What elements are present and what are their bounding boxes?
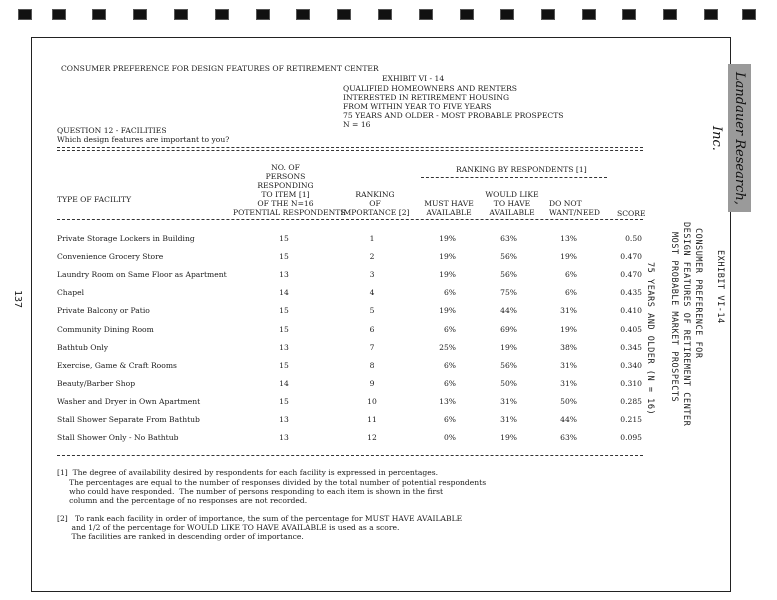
cell-score: 0.310 bbox=[620, 378, 642, 388]
cell-score: 0.50 bbox=[625, 234, 642, 243]
col-header-would: AVAILABLE bbox=[489, 208, 535, 217]
cell-score: 0.095 bbox=[620, 433, 642, 443]
cell-persons: 15 bbox=[279, 396, 289, 406]
cell-rank: 6 bbox=[369, 324, 375, 334]
cell-would-like: 50% bbox=[500, 378, 517, 388]
col-header-persons: OF THE N=16 bbox=[257, 199, 314, 208]
col-header-ranking: RANKING bbox=[355, 190, 395, 199]
cell-rank: 12 bbox=[367, 433, 377, 443]
cell-persons: 15 bbox=[279, 252, 289, 262]
footnote-line: [2] To rank each facility in order of importance, the sum of the percentage for MUST HAVE AVAILABLE bbox=[57, 514, 463, 523]
footnote-line: column and the percentage of no responses are not recorded. bbox=[57, 496, 308, 505]
cell-would-like: 75% bbox=[500, 288, 517, 298]
col-header-persons: NO. OF bbox=[271, 163, 300, 172]
col-header-would: WOULD LIKE bbox=[485, 190, 539, 199]
cell-score: 0.340 bbox=[620, 360, 642, 370]
cell-facility: Laundry Room on Same Floor as Apartment bbox=[57, 270, 227, 280]
col-header-persons: POTENTIAL RESPONDENTS bbox=[233, 208, 346, 217]
cell-facility: Chapel bbox=[57, 288, 85, 298]
cell-must-have: 0% bbox=[443, 433, 456, 443]
cell-do-not-want: 31% bbox=[560, 360, 577, 370]
binder-hole bbox=[92, 9, 106, 20]
binder-hole bbox=[419, 9, 433, 20]
cell-would-like: 31% bbox=[500, 396, 517, 406]
group-underline bbox=[421, 177, 607, 178]
side-caption-line: 75 YEARS AND OLDER (N = 16) bbox=[645, 262, 655, 416]
footnote-line: who could have responded. The number of persons responding to each item is shown in the first bbox=[57, 487, 444, 496]
cell-facility: Stall Shower Only - No Bathtub bbox=[57, 433, 179, 443]
side-caption-line: EXHIBIT VI-14 bbox=[715, 250, 725, 324]
cell-do-not-want: 19% bbox=[560, 324, 577, 334]
cell-would-like: 69% bbox=[500, 324, 517, 334]
company-stamp: Landauer Research, Inc. bbox=[728, 64, 751, 212]
binder-hole bbox=[378, 9, 392, 20]
cell-facility: Convenience Grocery Store bbox=[57, 252, 164, 262]
cell-must-have: 6% bbox=[443, 324, 456, 334]
side-caption-line: MOST PROBABLE MARKET PROSPECTS bbox=[669, 232, 679, 403]
cell-persons: 15 bbox=[279, 360, 289, 370]
col-header-donot: WANT/NEED bbox=[549, 208, 600, 217]
cell-facility: Private Balcony or Patio bbox=[57, 306, 150, 316]
cell-must-have: 19% bbox=[439, 234, 456, 243]
cell-do-not-want: 50% bbox=[560, 396, 577, 406]
cell-must-have: 25% bbox=[439, 342, 456, 352]
binder-hole bbox=[663, 9, 677, 20]
cell-would-like: 19% bbox=[500, 342, 517, 352]
cell-score: 0.435 bbox=[620, 288, 642, 298]
cell-would-like: 56% bbox=[500, 360, 517, 370]
exhibit-line: FROM WITHIN YEAR TO FIVE YEARS bbox=[343, 102, 492, 111]
col-header-ranking: IMPORTANCE [2] bbox=[340, 208, 410, 217]
cell-persons: 15 bbox=[279, 234, 289, 243]
cell-score: 0.345 bbox=[620, 342, 642, 352]
cell-do-not-want: 38% bbox=[560, 342, 577, 352]
cell-do-not-want: 13% bbox=[560, 234, 577, 243]
cell-persons: 13 bbox=[279, 270, 289, 280]
cell-must-have: 19% bbox=[439, 306, 456, 316]
col-header-persons: RESPONDING bbox=[257, 181, 314, 190]
cell-do-not-want: 19% bbox=[560, 252, 577, 262]
cell-persons: 13 bbox=[279, 342, 289, 352]
question-text: Which design features are important to you? bbox=[57, 135, 230, 144]
cell-do-not-want: 31% bbox=[560, 306, 577, 316]
cell-rank: 5 bbox=[369, 306, 375, 316]
question-number: QUESTION 12 - FACILITIES bbox=[57, 126, 167, 135]
col-header-must: MUST HAVE bbox=[424, 199, 474, 208]
cell-would-like: 44% bbox=[500, 306, 517, 316]
cell-must-have: 6% bbox=[443, 415, 456, 424]
cell-facility: Washer and Dryer in Own Apartment bbox=[57, 396, 201, 406]
cell-rank: 10 bbox=[367, 396, 377, 406]
cell-must-have: 13% bbox=[439, 396, 456, 406]
cell-facility: Bathtub Only bbox=[57, 342, 109, 352]
binder-hole bbox=[133, 9, 147, 20]
binder-hole bbox=[704, 9, 718, 20]
binder-holes bbox=[0, 0, 777, 30]
cell-score: 0.410 bbox=[620, 306, 642, 316]
cell-rank: 3 bbox=[369, 270, 375, 280]
cell-would-like: 31% bbox=[500, 415, 517, 424]
cell-do-not-want: 6% bbox=[564, 270, 577, 280]
cell-must-have: 6% bbox=[443, 360, 456, 370]
cell-must-have: 19% bbox=[439, 270, 456, 280]
col-header-persons: TO ITEM [1] bbox=[261, 190, 310, 199]
side-caption-line: CONSUMER PREFERENCE FOR bbox=[693, 228, 703, 359]
cell-persons: 15 bbox=[279, 324, 289, 334]
cell-do-not-want: 44% bbox=[560, 415, 577, 424]
cell-rank: 2 bbox=[369, 252, 375, 262]
cell-score: 0.470 bbox=[620, 252, 642, 262]
col-header-type: TYPE OF FACILITY bbox=[57, 195, 132, 204]
col-header-donot: DO NOT bbox=[549, 199, 582, 208]
col-header-must: AVAILABLE bbox=[426, 208, 472, 217]
binder-hole bbox=[742, 9, 756, 20]
cell-persons: 14 bbox=[279, 288, 289, 298]
col-header-persons: PERSONS bbox=[265, 172, 306, 181]
report-header: CONSUMER PREFERENCE FOR DESIGN FEATURES OF RETIREMENT CENTER bbox=[61, 64, 379, 73]
exhibit-line: N = 16 bbox=[343, 120, 371, 129]
cell-would-like: 19% bbox=[500, 433, 517, 443]
footnote-line: [1] The degree of availability desired by respondents for each facility is expressed in percentages. bbox=[57, 468, 439, 477]
cell-persons: 13 bbox=[279, 415, 289, 424]
cell-facility: Beauty/Barber Shop bbox=[57, 378, 136, 388]
binder-hole bbox=[541, 9, 555, 20]
cell-would-like: 63% bbox=[500, 234, 517, 243]
col-header-group: RANKING BY RESPONDENTS [1] bbox=[456, 165, 587, 174]
exhibit-line: INTERESTED IN RETIREMENT HOUSING bbox=[343, 93, 510, 102]
binder-hole bbox=[215, 9, 229, 20]
cell-rank: 7 bbox=[369, 342, 375, 352]
cell-would-like: 56% bbox=[500, 270, 517, 280]
binder-hole bbox=[622, 9, 636, 20]
cell-persons: 14 bbox=[279, 378, 289, 388]
cell-rank: 8 bbox=[369, 360, 375, 370]
footnote-line: and 1/2 of the percentage for WOULD LIKE TO HAVE AVAILABLE is used as a score. bbox=[57, 523, 400, 532]
binder-hole bbox=[460, 9, 474, 20]
binder-hole bbox=[256, 9, 270, 20]
binder-hole bbox=[52, 9, 66, 20]
footnote-line: The percentages are equal to the number of responses divided by the total number of potential respondents bbox=[57, 478, 487, 487]
binder-hole bbox=[296, 9, 310, 20]
cell-must-have: 19% bbox=[439, 252, 456, 262]
footnote-line: The facilities are ranked in descending order of importance. bbox=[57, 532, 304, 541]
col-header-would: TO HAVE bbox=[493, 199, 531, 208]
cell-facility: Community Dining Room bbox=[57, 324, 154, 334]
cell-do-not-want: 63% bbox=[560, 433, 577, 443]
cell-persons: 15 bbox=[279, 306, 289, 316]
exhibit-line: EXHIBIT VI - 14 bbox=[382, 74, 445, 83]
binder-hole bbox=[18, 9, 32, 20]
side-caption-line: DESIGN FEATURES OF RETIREMENT CENTER bbox=[681, 222, 691, 427]
cell-facility: Private Storage Lockers in Building bbox=[57, 234, 195, 243]
cell-score: 0.285 bbox=[620, 396, 642, 406]
cell-score: 0.470 bbox=[620, 270, 642, 280]
cell-do-not-want: 31% bbox=[560, 378, 577, 388]
cell-score: 0.405 bbox=[620, 324, 642, 334]
cell-rank: 1 bbox=[369, 234, 375, 243]
exhibit-line: QUALIFIED HOMEOWNERS AND RENTERS bbox=[343, 84, 518, 93]
col-header-ranking: OF bbox=[369, 199, 381, 208]
binder-hole bbox=[582, 9, 596, 20]
cell-must-have: 6% bbox=[443, 378, 456, 388]
page-number: 137 bbox=[12, 290, 23, 309]
cell-persons: 13 bbox=[279, 433, 289, 443]
cell-rank: 11 bbox=[367, 415, 377, 424]
table-bottom-rule bbox=[57, 455, 643, 456]
cell-would-like: 56% bbox=[500, 252, 517, 262]
binder-hole bbox=[174, 9, 188, 20]
exhibit-line: 75 YEARS AND OLDER - MOST PROBABLE PROSPECTS bbox=[343, 111, 564, 120]
cell-do-not-want: 6% bbox=[564, 288, 577, 298]
header-double-rule bbox=[57, 147, 643, 151]
cell-must-have: 6% bbox=[443, 288, 456, 298]
col-header-score: SCORE bbox=[617, 209, 646, 218]
binder-hole bbox=[337, 9, 351, 20]
cell-rank: 9 bbox=[369, 378, 375, 388]
cell-facility: Exercise, Game & Craft Rooms bbox=[57, 360, 177, 370]
cell-score: 0.215 bbox=[620, 415, 642, 424]
cell-facility: Stall Shower Separate From Bathtub bbox=[57, 415, 200, 424]
binder-hole bbox=[500, 9, 514, 20]
column-header-rule bbox=[57, 219, 643, 220]
cell-rank: 4 bbox=[369, 288, 375, 298]
